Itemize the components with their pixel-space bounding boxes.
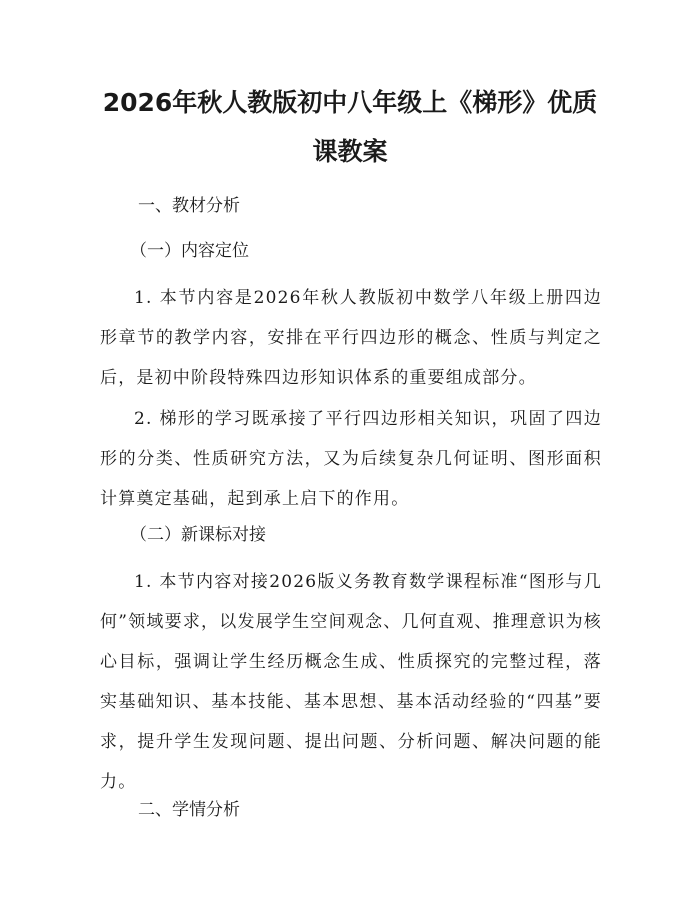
document-title-line-2: 课教案 [312, 137, 388, 166]
paragraph-content-positioning-2: 2. 梯形的学习既承接了平行四边形相关知识，巩固了四边形的分类、性质研究方法，又为后续复杂几何证明、图形面积计算奠定基础，起到承上启下的作用。 [100, 409, 602, 509]
paragraph-content-positioning-1: 1. 本节内容是2026年秋人教版初中数学八年级上册四边形章节的教学内容，安排在平行四边形的概念、性质与判定之后，是初中阶段特殊四边形知识体系的重要组成部分。 [100, 288, 602, 388]
paragraph-curriculum-standard-1: 1. 本节内容对接2026版义务教育数学课程标准“图形与几何”领域要求，以发展学生空间观念、几何直观、推理意识为核心目标，强调让学生经历概念生成、性质探究的完整过程，落实基础知识、基本技能、基本思想、基本活动经验的“四基”要求，提升学生发现问题、提出问题、分析问题、解决问题的能力。 [100, 572, 602, 792]
subsection-heading-content-positioning: （一）内容定位 [130, 241, 249, 261]
subsection-heading-curriculum-standard: （二）新课标对接 [130, 525, 266, 545]
section-heading-student-analysis: 二、学情分析 [138, 800, 240, 820]
document-title-line-1: 2026年秋人教版初中八年级上《梯形》优质 [102, 88, 598, 117]
section-heading-textbook-analysis: 一、教材分析 [138, 196, 240, 216]
